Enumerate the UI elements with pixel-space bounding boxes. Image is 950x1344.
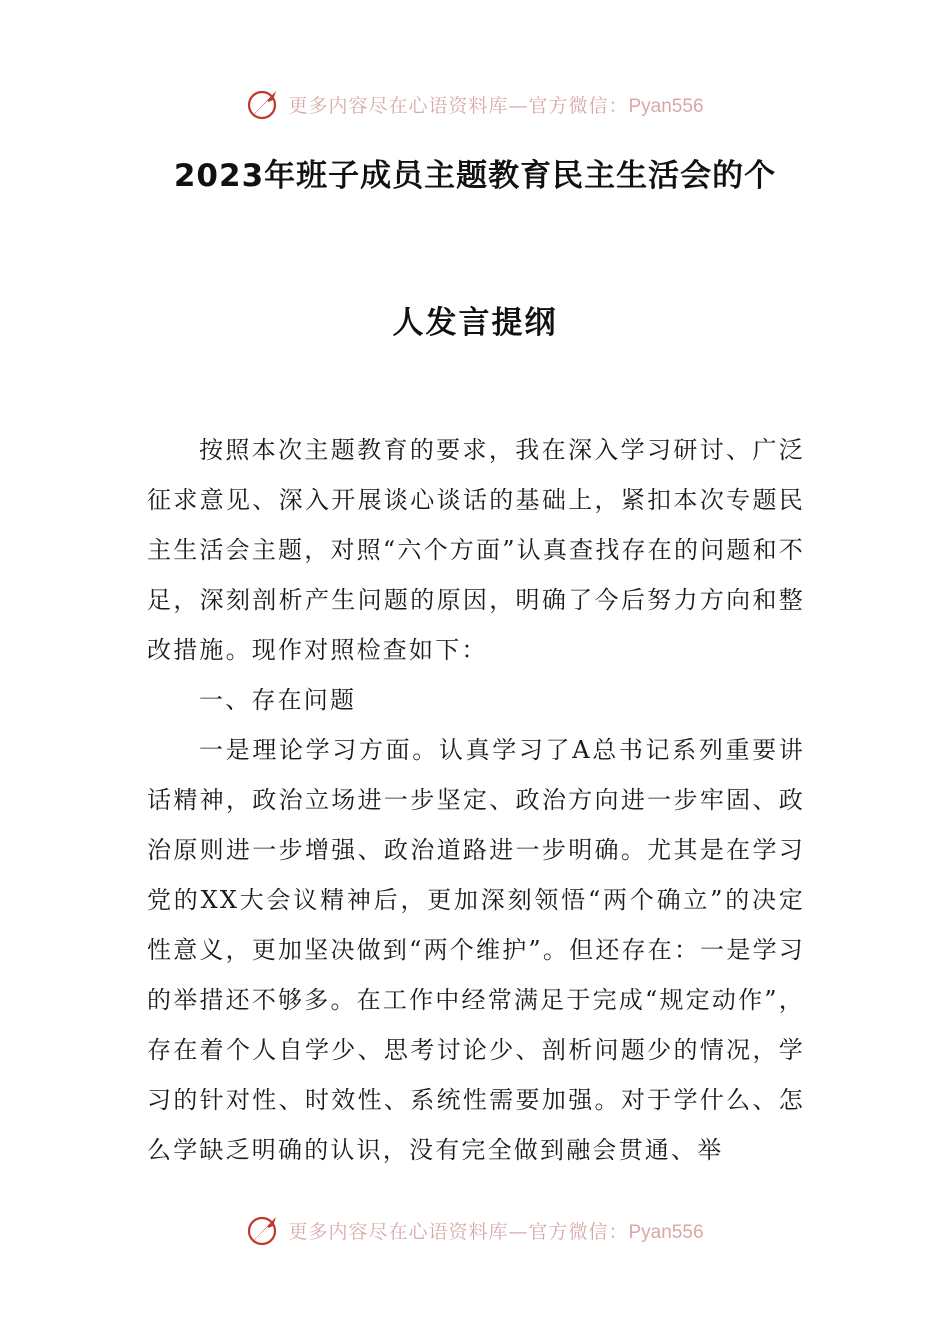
document-title-line2: 人发言提纲 xyxy=(392,305,558,341)
watermark-text: 更多内容尽在心语资料库—官方微信：Pyan556 xyxy=(288,1220,704,1243)
theory-study-paragraph: 一是理论学习方面。认真学习了A总书记系列重要讲话精神，政治立场进一步坚定、政治方向进一步牢固、政治原则进一步增强、政治道路进一步明确。尤其是在学习党的XX大会议精神后，更加深刻领悟“两个确立”的决定性意义，更加坚决做到“两个维护”。但还存在：一是学习的举措还不够多。在工作中经常满足于完成“规定动作”，存在着个人自学少、思考讨论少、剖析问题少的情况，学习的针对性、时效性、系统性需要加强。对于学什么、怎么学缺乏明确的认识，没有完全做到融会贯通、举 xyxy=(147,736,805,1164)
watermark-text: 更多内容尽在心语资料库—官方微信：Pyan556 xyxy=(288,94,704,117)
watermark-footer xyxy=(0,1208,950,1252)
document-body xyxy=(147,425,805,1175)
watermark-wechat-id: Pyan556 xyxy=(628,95,704,117)
section-heading-problems: 一、存在问题 xyxy=(199,686,357,714)
quill-logo-icon xyxy=(246,86,282,122)
watermark-header xyxy=(0,82,950,126)
watermark-wechat-id: Pyan556 xyxy=(628,1221,704,1243)
quill-logo-icon xyxy=(246,1212,282,1248)
document-title-line1: 2023年班子成员主题教育民主生活会的个 xyxy=(173,158,777,194)
intro-paragraph: 按照本次主题教育的要求，我在深入学习研讨、广泛征求意见、深入开展谈心谈话的基础上，紧扣本次专题民主生活会主题，对照“六个方面”认真查找存在的问题和不足，深刻剖析产生问题的原因，明确了今后努力方向和整改措施。现作对照检查如下： xyxy=(147,436,805,664)
